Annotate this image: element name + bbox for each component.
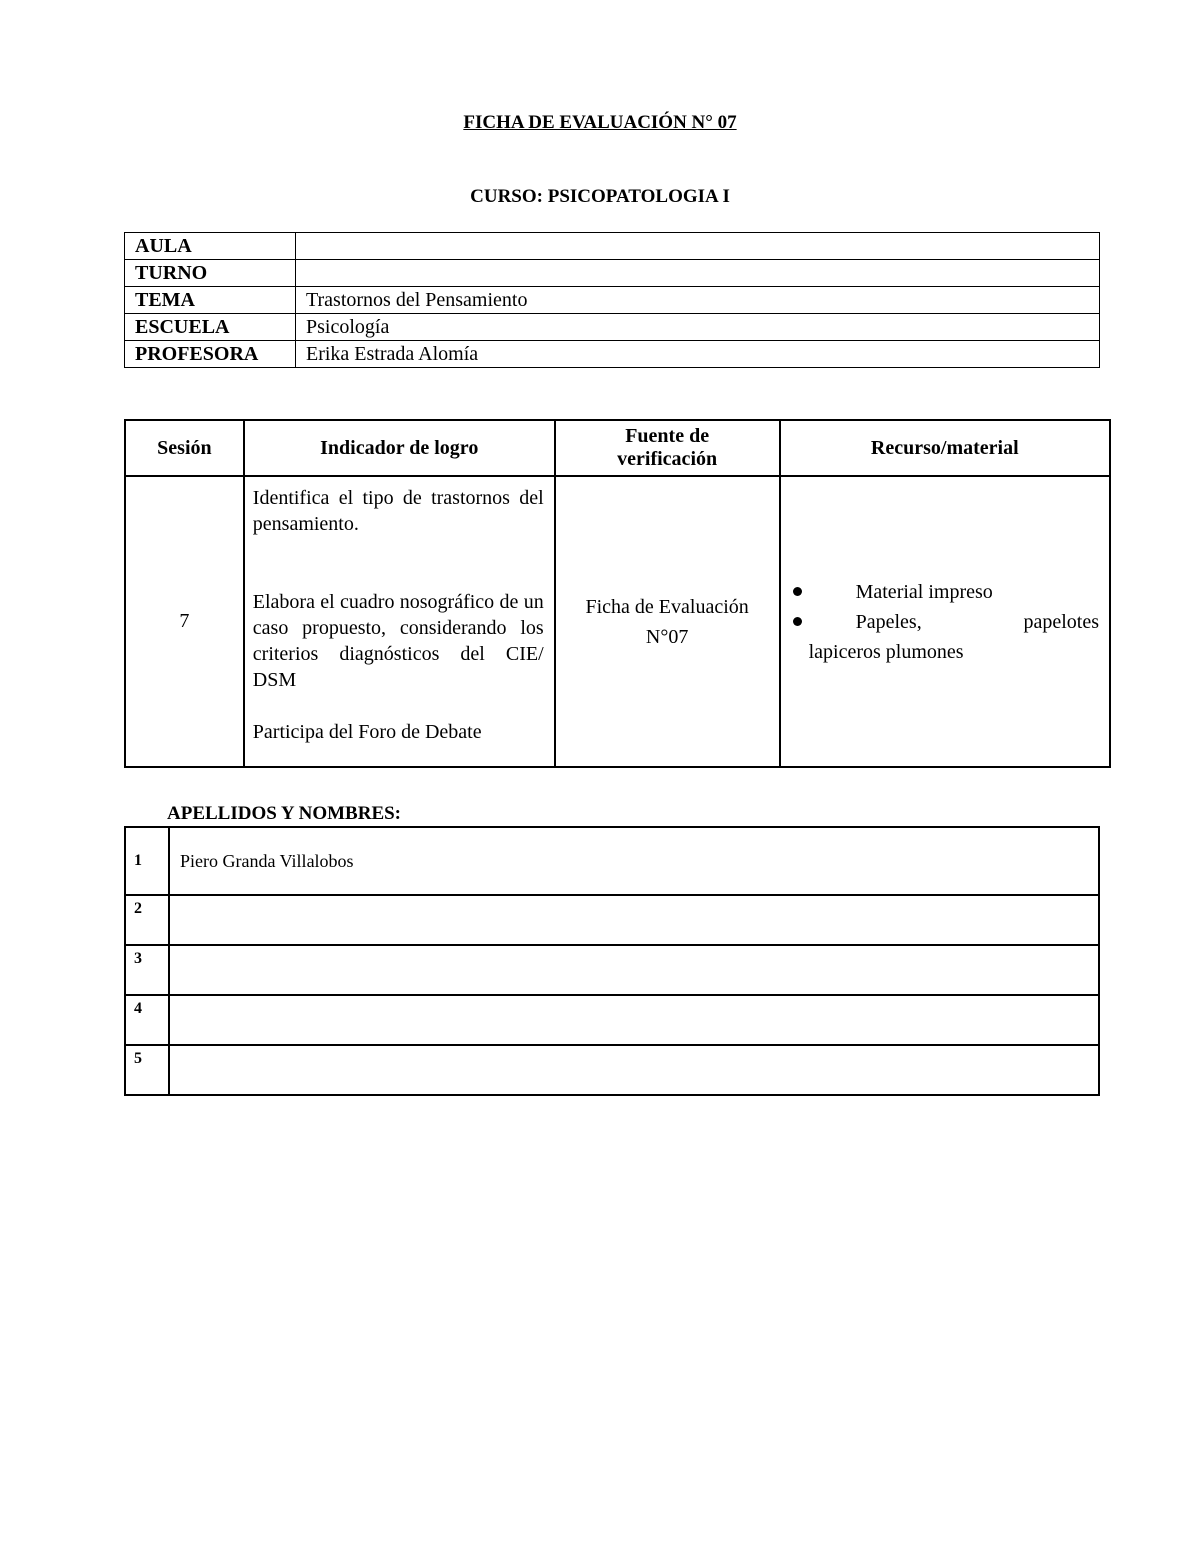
session-table <box>124 419 1111 768</box>
names-heading: APELLIDOS Y NOMBRES: <box>167 803 402 824</box>
resource-item-2 <box>793 607 1099 637</box>
name-row-2 <box>125 895 1099 945</box>
indicator-2: Elabora el cuadro nosográfico de un caso propuesto, considerando los criterios diagnósticos del CIE/ DSM <box>252 591 544 691</box>
name-row-5 <box>125 1045 1099 1095</box>
name-row-value <box>169 995 1099 1045</box>
name-row-number: 1 <box>125 827 169 895</box>
info-value-escuela: Psicología <box>296 314 1100 341</box>
header-indicator: Indicador de logro <box>244 420 555 476</box>
info-label-escuela: ESCUELA <box>125 314 296 341</box>
info-label-aula: AULA <box>125 233 296 260</box>
header-source-line1: Fuente de <box>625 425 710 447</box>
info-table <box>124 232 1100 368</box>
names-table <box>124 826 1100 1096</box>
name-row-number: 2 <box>125 895 169 945</box>
source-line1: Ficha de Evaluación <box>585 595 749 618</box>
session-row <box>125 476 1110 767</box>
header-session: Sesión <box>125 420 244 476</box>
name-row-3 <box>125 945 1099 995</box>
resource-cell <box>780 476 1110 767</box>
info-row-profesora <box>125 341 1100 368</box>
resource-item-1-text: Material impreso <box>855 580 993 603</box>
name-row-value <box>169 1045 1099 1095</box>
info-value-profesora: Erika Estrada Alomía <box>296 341 1100 368</box>
info-value-aula <box>296 233 1100 260</box>
session-number: 7 <box>125 476 244 767</box>
name-row-4 <box>125 995 1099 1045</box>
header-source-line2: verificación <box>617 448 718 470</box>
bullet-icon <box>793 587 802 596</box>
info-value-turno <box>296 260 1100 287</box>
header-source <box>555 420 780 476</box>
info-row-aula <box>125 233 1100 260</box>
resource-item-2-continuation: lapiceros plumones <box>808 640 964 663</box>
document-title: FICHA DE EVALUACIÓN N° 07 <box>463 112 737 133</box>
name-row-value: Piero Granda Villalobos <box>169 827 1099 895</box>
name-row-value <box>169 895 1099 945</box>
indicator-3: Participa del Foro de Debate <box>252 721 482 743</box>
indicator-1: Identifica el tipo de trastornos del pensamiento. <box>252 487 544 535</box>
resource-item-2-text <box>812 607 1099 637</box>
course-title: CURSO: PSICOPATOLOGIA I <box>470 186 730 207</box>
info-row-turno <box>125 260 1100 287</box>
resource-item-2-word1: Papeles, <box>855 610 922 633</box>
info-label-profesora: PROFESORA <box>125 341 296 368</box>
name-row-number: 4 <box>125 995 169 1045</box>
info-label-turno: TURNO <box>125 260 296 287</box>
header-resource: Recurso/material <box>780 420 1110 476</box>
session-header-row <box>125 420 1110 476</box>
name-row-number: 5 <box>125 1045 169 1095</box>
resource-item-1 <box>793 577 1099 607</box>
info-label-tema: TEMA <box>125 287 296 314</box>
info-row-escuela <box>125 314 1100 341</box>
resource-item-2-word2: papelotes <box>1023 610 1099 633</box>
name-row-number: 3 <box>125 945 169 995</box>
info-row-tema <box>125 287 1100 314</box>
bullet-icon <box>793 617 802 626</box>
indicator-cell <box>244 476 555 767</box>
source-cell <box>555 476 780 767</box>
source-line2: N°07 <box>645 625 689 648</box>
name-row-1 <box>125 827 1099 895</box>
info-value-tema: Trastornos del Pensamiento <box>296 287 1100 314</box>
name-row-value <box>169 945 1099 995</box>
